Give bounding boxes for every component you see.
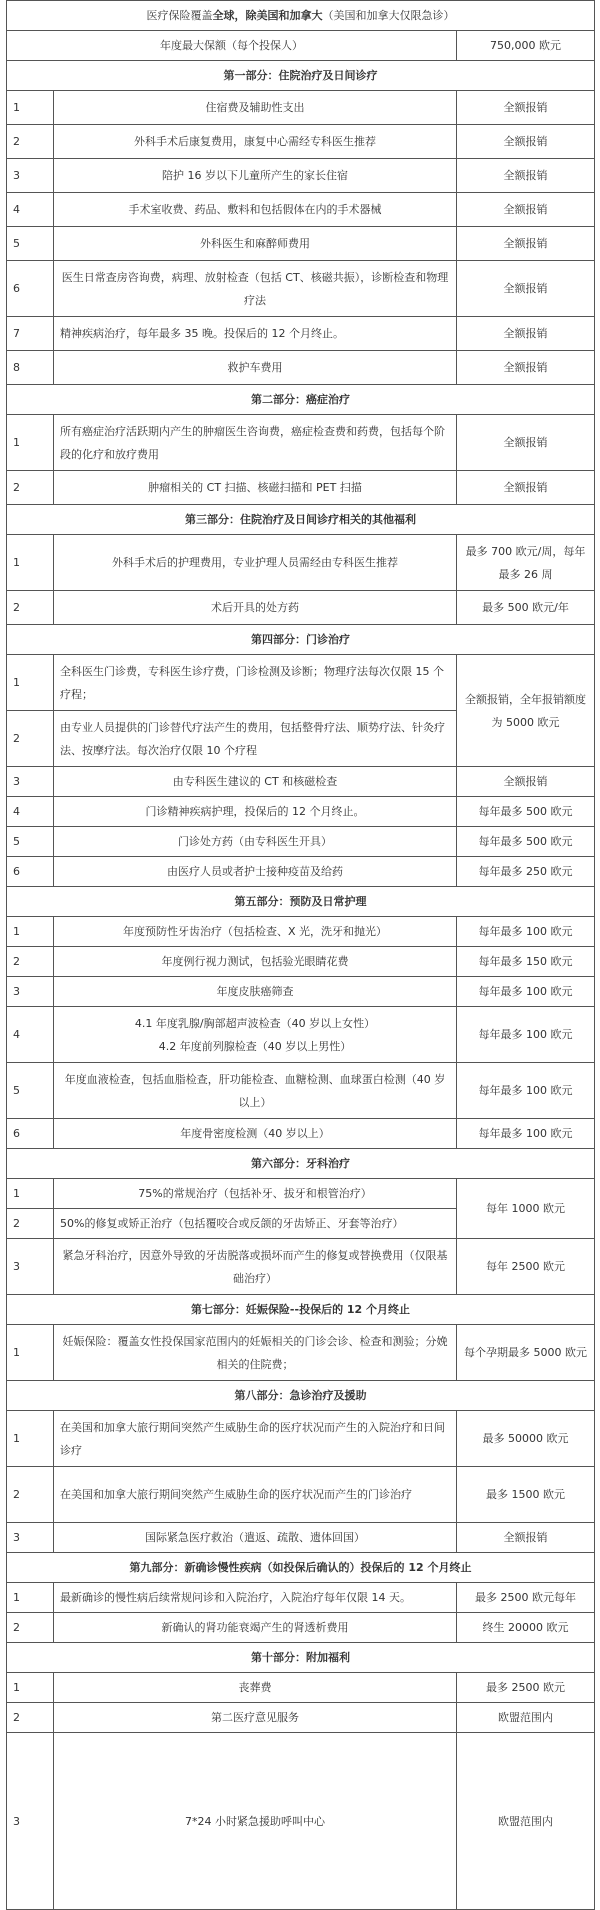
row-description: 精神疾病治疗，每年最多 35 晚。投保后的 12 个月终止。 <box>54 317 457 351</box>
row-number: 1 <box>7 917 54 947</box>
row-number: 6 <box>7 1119 54 1149</box>
table-row <box>7 91 595 125</box>
benefits-table <box>6 0 595 1910</box>
row-coverage: 全额报销 <box>457 159 595 193</box>
section-title: 第七部分：妊娠保险--投保后的 12 个月终止 <box>7 1295 595 1325</box>
row-description: 国际紧急医疗救治（遣返、疏散、遗体回国） <box>54 1523 457 1553</box>
row-coverage: 最多 50000 欧元 <box>457 1411 595 1467</box>
row-coverage: 最多 2500 欧元 <box>457 1673 595 1703</box>
section-header <box>7 505 595 535</box>
row-number: 2 <box>7 471 54 505</box>
row-coverage: 欧盟范围内 <box>457 1703 595 1733</box>
row-number: 1 <box>7 1583 54 1613</box>
row-description: 妊娠保险：覆盖女性投保国家范围内的妊娠相关的门诊会诊、检查和测验；分娩相关的住院费； <box>54 1325 457 1381</box>
section-title: 第六部分：牙科治疗 <box>7 1149 595 1179</box>
row-number: 4 <box>7 193 54 227</box>
section-title: 第三部分：住院治疗及日间诊疗相关的其他福利 <box>7 505 595 535</box>
table-row <box>7 1467 595 1523</box>
table-row <box>7 535 595 591</box>
row-number: 1 <box>7 535 54 591</box>
row-coverage: 终生 20000 欧元 <box>457 1613 595 1643</box>
row-coverage: 每年最多 100 欧元 <box>457 1007 595 1063</box>
row-description: 在美国和加拿大旅行期间突然产生威胁生命的医疗状况而产生的门诊治疗 <box>54 1467 457 1523</box>
section-title: 第二部分：癌症治疗 <box>7 385 595 415</box>
table-row <box>7 1325 595 1381</box>
row-number: 2 <box>7 947 54 977</box>
row-coverage: 最多 1500 欧元 <box>457 1467 595 1523</box>
row-number: 1 <box>7 1673 54 1703</box>
row-description: 年度骨密度检测（40 岁以上） <box>54 1119 457 1149</box>
table-row <box>7 471 595 505</box>
row-number: 1 <box>7 415 54 471</box>
row-description: 由专业人员提供的门诊替代疗法产生的费用，包括整骨疗法、顺势疗法、针灸疗法、按摩疗法。每次治疗仅限 10 个疗程 <box>54 711 457 767</box>
table-row <box>7 317 595 351</box>
row-coverage: 全额报销 <box>457 317 595 351</box>
row-description: 门诊处方药（由专科医生开具） <box>54 827 457 857</box>
row-description: 年度皮肤癌筛查 <box>54 977 457 1007</box>
row-number: 2 <box>7 125 54 159</box>
row-coverage: 最多 2500 欧元每年 <box>457 1583 595 1613</box>
table-row <box>7 1583 595 1613</box>
table-row <box>7 159 595 193</box>
row-description: 最新确诊的慢性病后续常规问诊和入院治疗，入院治疗每年仅限 14 天。 <box>54 1583 457 1613</box>
table-row <box>7 857 595 887</box>
table-row <box>7 193 595 227</box>
row-description: 外科医生和麻醉师费用 <box>54 227 457 261</box>
row-description: 50%的修复或矫正治疗（包括覆咬合或反颌的牙齿矫正、牙套等治疗） <box>54 1209 457 1239</box>
row-coverage: 全额报销 <box>457 351 595 385</box>
row-number: 6 <box>7 261 54 317</box>
row-description: 新确认的肾功能衰竭产生的肾透析费用 <box>54 1613 457 1643</box>
row-number: 1 <box>7 1325 54 1381</box>
row-description: 7*24 小时紧急援助呼叫中心 <box>54 1733 457 1910</box>
row-description <box>54 1007 457 1063</box>
section-header <box>7 625 595 655</box>
row-number: 1 <box>7 1179 54 1209</box>
row-coverage: 全额报销 <box>457 91 595 125</box>
row-coverage: 最多 500 欧元/年 <box>457 591 595 625</box>
row-number: 1 <box>7 1411 54 1467</box>
row-description: 第二医疗意见服务 <box>54 1703 457 1733</box>
row-number: 1 <box>7 655 54 711</box>
row-coverage: 每年最多 250 欧元 <box>457 857 595 887</box>
row-coverage: 每年 1000 欧元 <box>457 1179 595 1239</box>
section-title: 第八部分：急诊治疗及援助 <box>7 1381 595 1411</box>
section-header <box>7 1295 595 1325</box>
row-description: 外科手术后的护理费用，专业护理人员需经由专科医生推荐 <box>54 535 457 591</box>
table-row <box>7 227 595 261</box>
row-description: 年度例行视力测试，包括验光眼睛花费 <box>54 947 457 977</box>
row-coverage: 全额报销 <box>457 261 595 317</box>
table-row <box>7 1179 595 1209</box>
table-row <box>7 1063 595 1119</box>
row-coverage: 欧盟范围内 <box>457 1733 595 1910</box>
row-number: 3 <box>7 159 54 193</box>
row-coverage: 全额报销 <box>457 471 595 505</box>
table-row <box>7 827 595 857</box>
table-row <box>7 591 595 625</box>
table-row <box>7 1523 595 1553</box>
row-description: 住宿费及辅助性支出 <box>54 91 457 125</box>
table-row <box>7 1733 595 1910</box>
row-description: 年度血液检查，包括血脂检查，肝功能检查、血糖检测、血球蛋白检测（40 岁以上） <box>54 1063 457 1119</box>
row-number: 2 <box>7 1703 54 1733</box>
table-row <box>7 1613 595 1643</box>
section-header <box>7 61 595 91</box>
row-number: 3 <box>7 767 54 797</box>
table-row <box>7 1239 595 1295</box>
row-number: 2 <box>7 1209 54 1239</box>
table-row <box>7 1673 595 1703</box>
row-number: 8 <box>7 351 54 385</box>
section-title: 第四部分：门诊治疗 <box>7 625 595 655</box>
table-row <box>7 947 595 977</box>
row-description: 年度预防性牙齿治疗（包括检查、X 光，洗牙和抛光） <box>54 917 457 947</box>
row-number: 2 <box>7 591 54 625</box>
section-title: 第五部分：预防及日常护理 <box>7 887 595 917</box>
row-coverage: 每个孕期最多 5000 欧元 <box>457 1325 595 1381</box>
row-number: 3 <box>7 1733 54 1910</box>
row-number: 6 <box>7 857 54 887</box>
annual-max-label: 年度最大保额（每个投保人） <box>7 31 457 61</box>
row-coverage: 每年最多 500 欧元 <box>457 827 595 857</box>
row-number: 5 <box>7 1063 54 1119</box>
row-number: 3 <box>7 1523 54 1553</box>
row-description: 陪护 16 岁以下儿童所产生的家长住宿 <box>54 159 457 193</box>
row-number: 4 <box>7 1007 54 1063</box>
row-description: 全科医生门诊费，专科医生诊疗费，门诊检测及诊断；物理疗法每次仅限 15 个疗程； <box>54 655 457 711</box>
table-row <box>7 977 595 1007</box>
row-description: 手术室收费、药品、敷料和包括假体在内的手术器械 <box>54 193 457 227</box>
row-description-line: 4.1 年度乳腺/胸部超声波检查（40 岁以上女性） <box>134 1016 376 1030</box>
annual-max-value: 750,000 欧元 <box>457 31 595 61</box>
row-coverage: 最多 700 欧元/周，每年最多 26 周 <box>457 535 595 591</box>
section-header <box>7 1149 595 1179</box>
table-row <box>7 917 595 947</box>
row-number: 3 <box>7 977 54 1007</box>
row-coverage: 每年最多 100 欧元 <box>457 1063 595 1119</box>
table-row <box>7 1703 595 1733</box>
table-row <box>7 125 595 159</box>
coverage-scope-row <box>7 1 595 31</box>
section-header <box>7 385 595 415</box>
row-number: 4 <box>7 797 54 827</box>
row-description: 在美国和加拿大旅行期间突然产生威胁生命的医疗状况而产生的入院治疗和日间诊疗 <box>54 1411 457 1467</box>
row-description-line: 4.2 年度前列腺检查（40 岁以上男性） <box>158 1039 352 1053</box>
row-coverage: 每年 2500 欧元 <box>457 1239 595 1295</box>
row-number: 2 <box>7 711 54 767</box>
table-row <box>7 415 595 471</box>
coverage-scope: 医疗保险覆盖全球，除美国和加拿大（美国和加拿大仅限急诊） <box>7 1 595 31</box>
table-row <box>7 1007 595 1063</box>
row-description: 紧急牙科治疗，因意外导致的牙齿脱落或损坏而产生的修复或替换费用（仅限基础治疗） <box>54 1239 457 1295</box>
table-row <box>7 1411 595 1467</box>
table-row <box>7 797 595 827</box>
row-description: 外科手术后康复费用，康复中心需经专科医生推荐 <box>54 125 457 159</box>
table-row <box>7 655 595 711</box>
table-row <box>7 767 595 797</box>
row-number: 5 <box>7 827 54 857</box>
row-coverage: 全额报销 <box>457 125 595 159</box>
row-description: 丧葬费 <box>54 1673 457 1703</box>
row-description: 门诊精神疾病护理，投保后的 12 个月终止。 <box>54 797 457 827</box>
table-row <box>7 261 595 317</box>
row-coverage: 全额报销 <box>457 767 595 797</box>
row-coverage: 全额报销 <box>457 193 595 227</box>
row-coverage: 全额报销，全年报销额度为 5000 欧元 <box>457 655 595 767</box>
row-coverage: 每年最多 100 欧元 <box>457 977 595 1007</box>
section-header <box>7 1381 595 1411</box>
row-number: 5 <box>7 227 54 261</box>
section-header <box>7 887 595 917</box>
row-number: 2 <box>7 1613 54 1643</box>
row-coverage: 全额报销 <box>457 227 595 261</box>
row-description: 术后开具的处方药 <box>54 591 457 625</box>
section-title: 第九部分：新确诊慢性疾病（如投保后确认的）投保后的 12 个月终止 <box>7 1553 595 1583</box>
row-number: 2 <box>7 1467 54 1523</box>
row-description: 救护车费用 <box>54 351 457 385</box>
row-description: 由专科医生建议的 CT 和核磁检查 <box>54 767 457 797</box>
row-description: 75%的常规治疗（包括补牙、拔牙和根管治疗） <box>54 1179 457 1209</box>
table-row <box>7 351 595 385</box>
section-title: 第一部分：住院治疗及日间诊疗 <box>7 61 595 91</box>
row-coverage: 每年最多 100 欧元 <box>457 917 595 947</box>
row-number: 7 <box>7 317 54 351</box>
row-number: 3 <box>7 1239 54 1295</box>
section-header <box>7 1553 595 1583</box>
section-title: 第十部分：附加福利 <box>7 1643 595 1673</box>
annual-max-row <box>7 31 595 61</box>
row-description: 由医疗人员或者护士接种疫苗及给药 <box>54 857 457 887</box>
row-description: 肿瘤相关的 CT 扫描、核磁扫描和 PET 扫描 <box>54 471 457 505</box>
row-coverage: 全额报销 <box>457 1523 595 1553</box>
row-number: 1 <box>7 91 54 125</box>
row-description: 所有癌症治疗活跃期内产生的肿瘤医生咨询费，癌症检查费和药费，包括每个阶段的化疗和放疗费用 <box>54 415 457 471</box>
section-header <box>7 1643 595 1673</box>
row-coverage: 全额报销 <box>457 415 595 471</box>
row-coverage: 每年最多 150 欧元 <box>457 947 595 977</box>
row-coverage: 每年最多 500 欧元 <box>457 797 595 827</box>
table-row <box>7 1119 595 1149</box>
row-description: 医生日常查房咨询费，病理、放射检查（包括 CT、核磁共振），诊断检查和物理疗法 <box>54 261 457 317</box>
row-coverage: 每年最多 100 欧元 <box>457 1119 595 1149</box>
